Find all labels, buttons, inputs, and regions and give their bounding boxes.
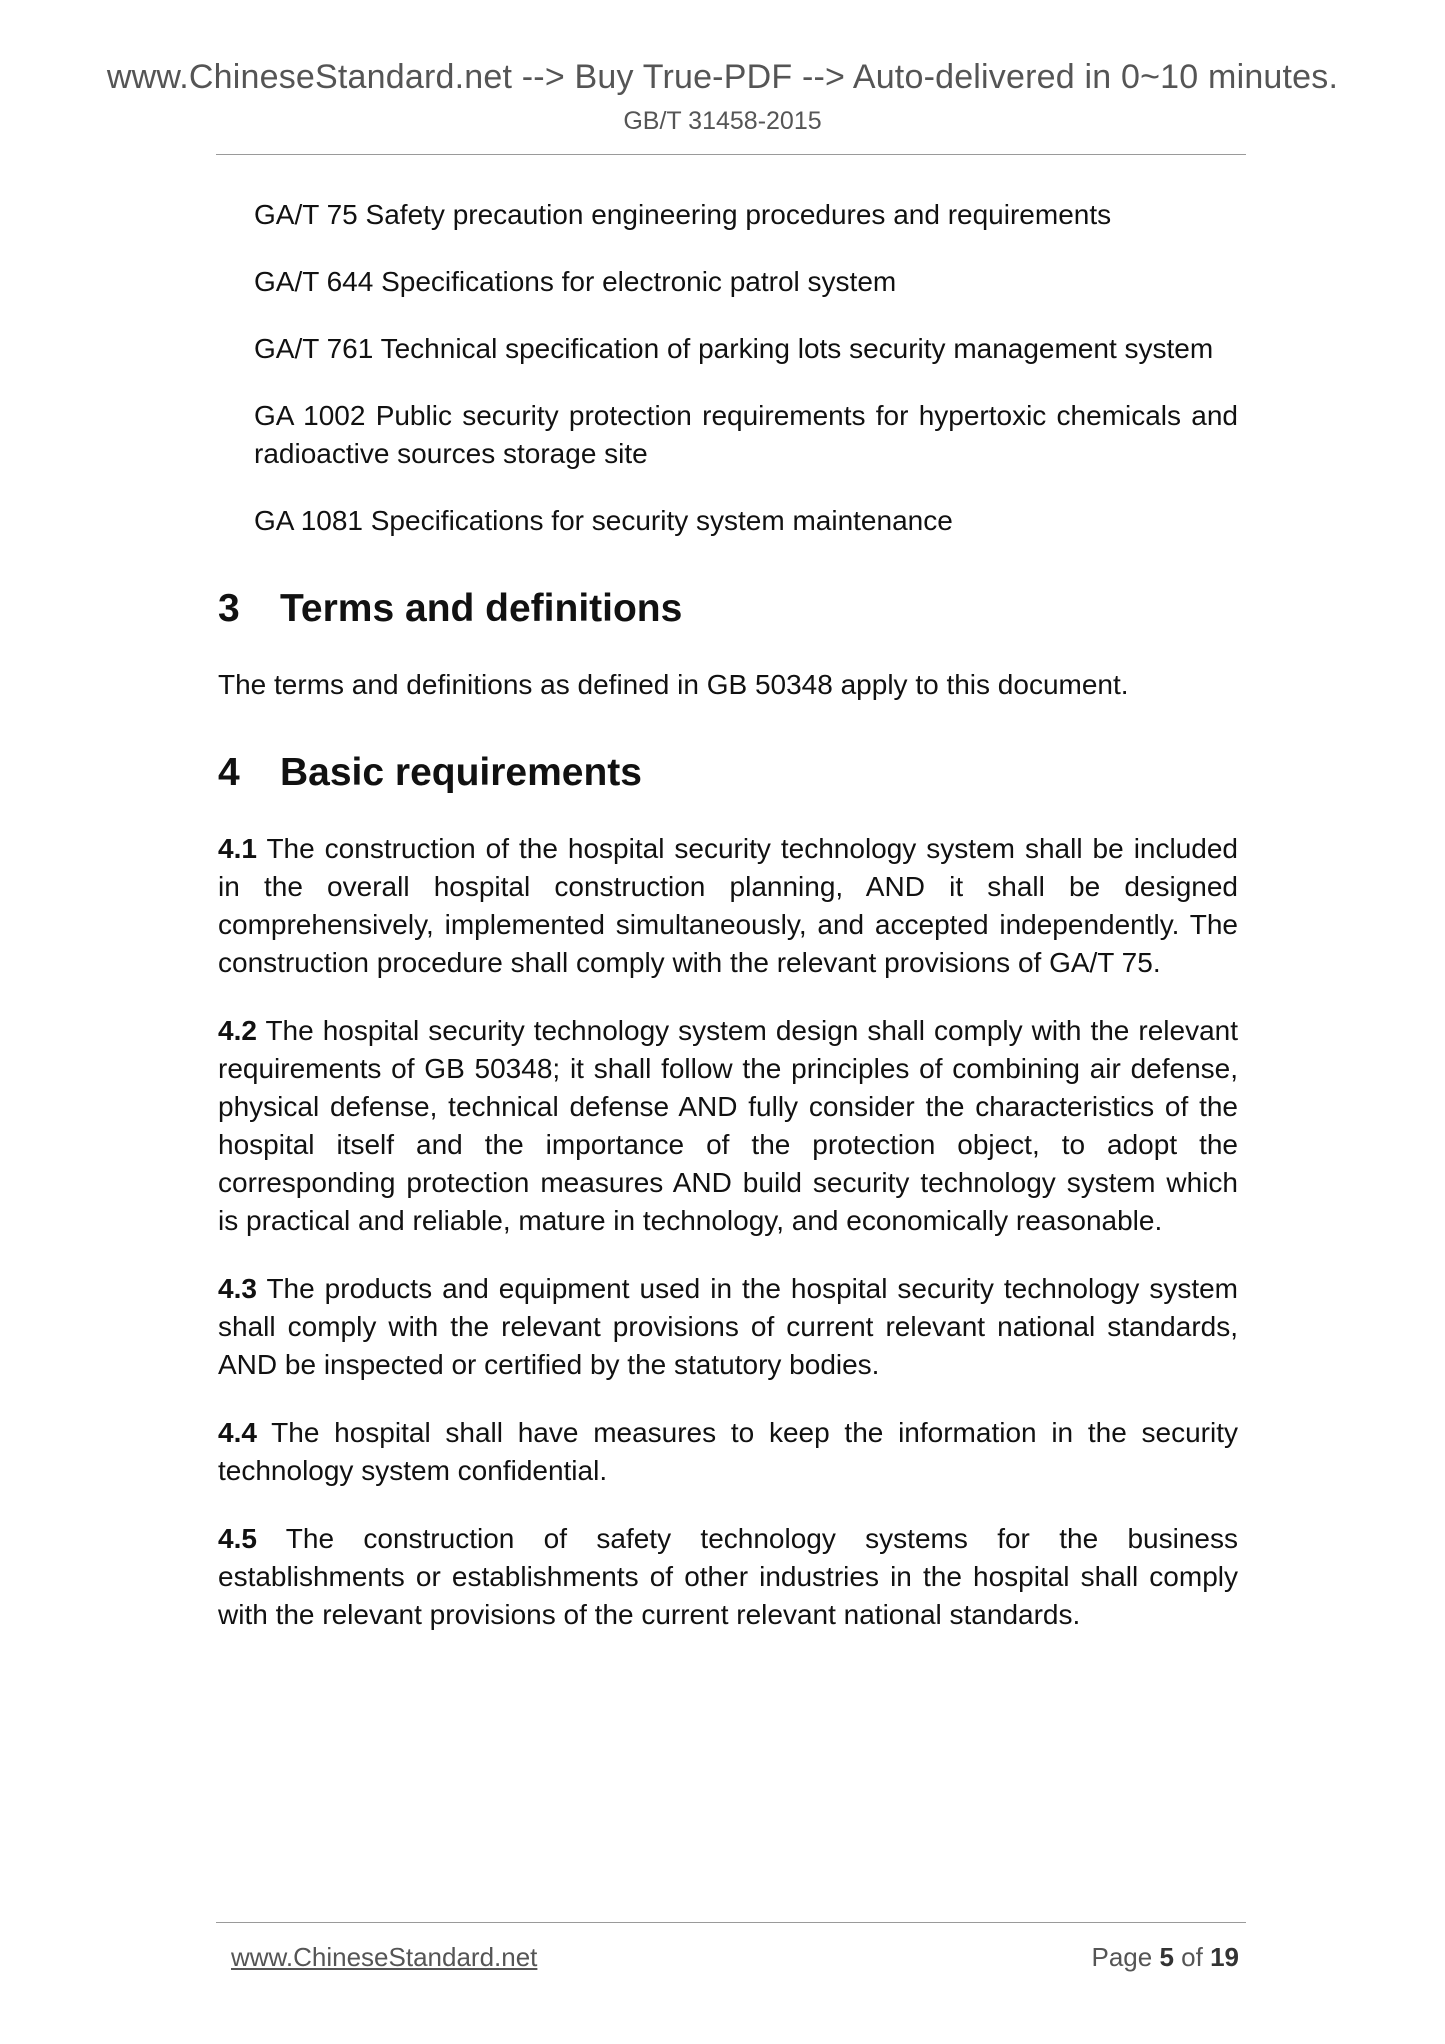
- document-body: [218, 196, 1238, 1634]
- clause-text: The hospital security technology system design shall comply with the relevant requirements of GB 50348; it shall follow the principles of combining air defense, physical defense, technical defense AND fully consider the characteristics of the hospital itself and the importance of the protection object, to adopt the corresponding protection measures AND build security technology system which is practical and reliable, mature in technology, and economically reasonable.: [218, 1015, 1238, 1236]
- clause-4-2: [218, 1012, 1238, 1240]
- clause-text: The products and equipment used in the hospital security technology system shall comply with the relevant provisions of current relevant national standards, AND be inspected or certified by the statutory bodies.: [218, 1273, 1238, 1380]
- normative-references-list: [218, 196, 1238, 540]
- header-divider: [216, 154, 1246, 155]
- section-3-text: The terms and definitions as defined in GB 50348 apply to this document.: [218, 669, 1129, 700]
- page-of-label: of: [1181, 1942, 1203, 1972]
- header-banner: www.ChineseStandard.net --> Buy True-PDF --> Auto-delivered in 0~10 minutes.: [106, 58, 1339, 96]
- clause-4-1: [218, 830, 1238, 982]
- clause-text: The hospital shall have measures to keep the information in the security technology system confidential.: [218, 1417, 1238, 1486]
- clause-number: 4.3: [218, 1273, 257, 1304]
- section-title: Basic requirements: [280, 751, 642, 794]
- page-label: Page: [1091, 1942, 1153, 1972]
- page-indicator: [1091, 1942, 1239, 1973]
- section-3-heading: [218, 584, 1238, 634]
- clause-text: The construction of the hospital security technology system shall be included in the overall hospital construction planning, AND it shall be designed comprehensively, implemented simultaneously, and accepted independently. The construction procedure shall comply with the relevant provisions of GA/T 75.: [218, 833, 1238, 978]
- footer-site-link[interactable]: www.ChineseStandard.net: [231, 1942, 538, 1972]
- section-4-heading: [218, 748, 1238, 798]
- clause-number: 4.1: [218, 833, 257, 864]
- clause-text: The construction of safety technology systems for the business establishments or establishments of other industries in the hospital shall comply with the relevant provisions of the current relevant national standards.: [218, 1523, 1238, 1630]
- section-number: 4: [218, 751, 240, 794]
- clause-4-4: [218, 1414, 1238, 1490]
- reference-item: GA/T 75 Safety precaution engineering procedures and requirements: [254, 199, 1112, 230]
- clause-number: 4.2: [218, 1015, 257, 1046]
- section-number: 3: [218, 587, 240, 630]
- page-total: 19: [1210, 1942, 1239, 1972]
- reference-item: GA/T 761 Technical specification of parking lots security management system: [254, 333, 1214, 364]
- clause-4-5: [218, 1520, 1238, 1634]
- page-current: 5: [1159, 1942, 1174, 1972]
- clause-number: 4.5: [218, 1523, 257, 1554]
- reference-item: GA 1002 Public security protection requirements for hypertoxic chemicals and radioactive sources storage site: [254, 400, 1238, 469]
- section-title: Terms and definitions: [280, 587, 683, 630]
- reference-item: GA 1081 Specifications for security system maintenance: [254, 505, 953, 536]
- clause-4-3: [218, 1270, 1238, 1384]
- reference-item: GA/T 644 Specifications for electronic patrol system: [254, 266, 897, 297]
- standard-code: GB/T 31458-2015: [623, 107, 822, 135]
- clause-number: 4.4: [218, 1417, 257, 1448]
- footer-divider: [216, 1922, 1246, 1923]
